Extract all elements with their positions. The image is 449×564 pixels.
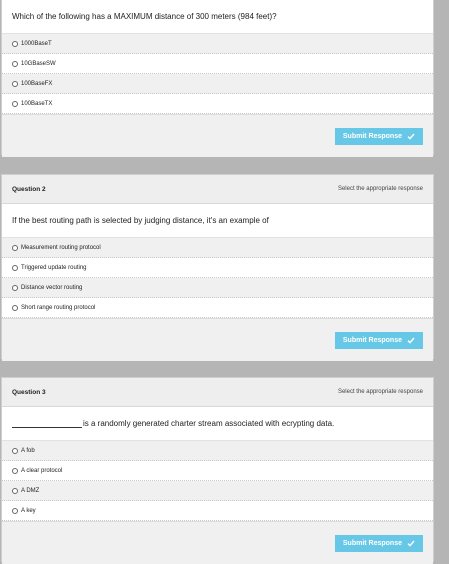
question-2-option-3[interactable] [2, 278, 433, 298]
option-label: A DMZ [21, 487, 40, 494]
radio-icon[interactable] [12, 61, 18, 67]
question-2-header [2, 175, 433, 204]
radio-icon[interactable] [12, 41, 18, 47]
question-3-option-3[interactable] [2, 481, 433, 501]
question-1-option-3[interactable] [2, 74, 433, 94]
radio-icon[interactable] [12, 265, 18, 271]
question-2-option-2[interactable] [2, 258, 433, 278]
submit-button-label: Submit Response [342, 337, 402, 344]
question-2-prompt-text: If the best routing path is selected by judging distance, it's an example of [12, 216, 269, 225]
option-label: A clear protocol [21, 467, 63, 474]
check-icon [407, 540, 415, 547]
question-1-options [2, 34, 433, 114]
question-3-prompt-text: is a randomly generated charter stream associated with ecrypting data. [83, 419, 335, 428]
submit-response-button[interactable] [335, 128, 423, 145]
question-2-option-1[interactable] [2, 238, 433, 258]
question-3-option-1[interactable] [2, 441, 433, 461]
radio-icon[interactable] [12, 285, 18, 291]
answer-blank [12, 419, 82, 428]
question-card-2 [1, 174, 434, 359]
question-3-hint: Select the appropriate response [337, 389, 423, 395]
question-card-1 [1, 0, 434, 155]
question-3-footer [2, 521, 433, 564]
question-1-footer [2, 114, 433, 157]
question-2-number: Question 2 [12, 185, 46, 193]
question-3-prompt [2, 407, 433, 441]
option-label: A fob [21, 447, 35, 454]
submit-button-label: Submit Response [342, 540, 402, 547]
option-label: A key [21, 507, 36, 514]
question-3-option-4[interactable] [2, 501, 433, 521]
option-label: 10GBaseSW [21, 60, 56, 67]
radio-icon[interactable] [12, 245, 18, 251]
option-label: Triggered update routing [21, 264, 87, 271]
question-3-options [2, 441, 433, 521]
option-label: Distance vector routing [21, 284, 83, 291]
submit-button-label: Submit Response [342, 133, 402, 140]
radio-icon[interactable] [12, 81, 18, 87]
question-2-options [2, 238, 433, 318]
radio-icon[interactable] [12, 508, 18, 514]
option-label: 1000BaseT [21, 40, 52, 47]
question-card-3 [1, 377, 434, 562]
question-2-option-4[interactable] [2, 298, 433, 318]
option-label: Short range routing protocol [21, 304, 96, 311]
radio-icon[interactable] [12, 448, 18, 454]
submit-response-button[interactable] [335, 332, 423, 349]
question-3-header [2, 378, 433, 407]
radio-icon[interactable] [12, 101, 18, 107]
question-1-option-4[interactable] [2, 94, 433, 114]
question-1-prompt-text: Which of the following has a MAXIMUM distance of 300 meters (984 feet)? [12, 12, 277, 21]
question-1-prompt [2, 0, 433, 34]
radio-icon[interactable] [12, 468, 18, 474]
question-2-prompt [2, 204, 433, 238]
option-label: 100BaseFX [21, 80, 53, 87]
question-3-number: Question 3 [12, 388, 46, 396]
option-label: Measurement routing protocol [21, 244, 101, 251]
question-1-option-1[interactable] [2, 34, 433, 54]
submit-response-button[interactable] [335, 535, 423, 552]
option-label: 100BaseTX [21, 100, 53, 107]
check-icon [407, 133, 415, 140]
check-icon [407, 337, 415, 344]
question-2-footer [2, 318, 433, 361]
radio-icon[interactable] [12, 488, 18, 494]
question-3-option-2[interactable] [2, 461, 433, 481]
radio-icon[interactable] [12, 305, 18, 311]
question-1-option-2[interactable] [2, 54, 433, 74]
question-2-hint: Select the appropriate response [337, 186, 423, 192]
